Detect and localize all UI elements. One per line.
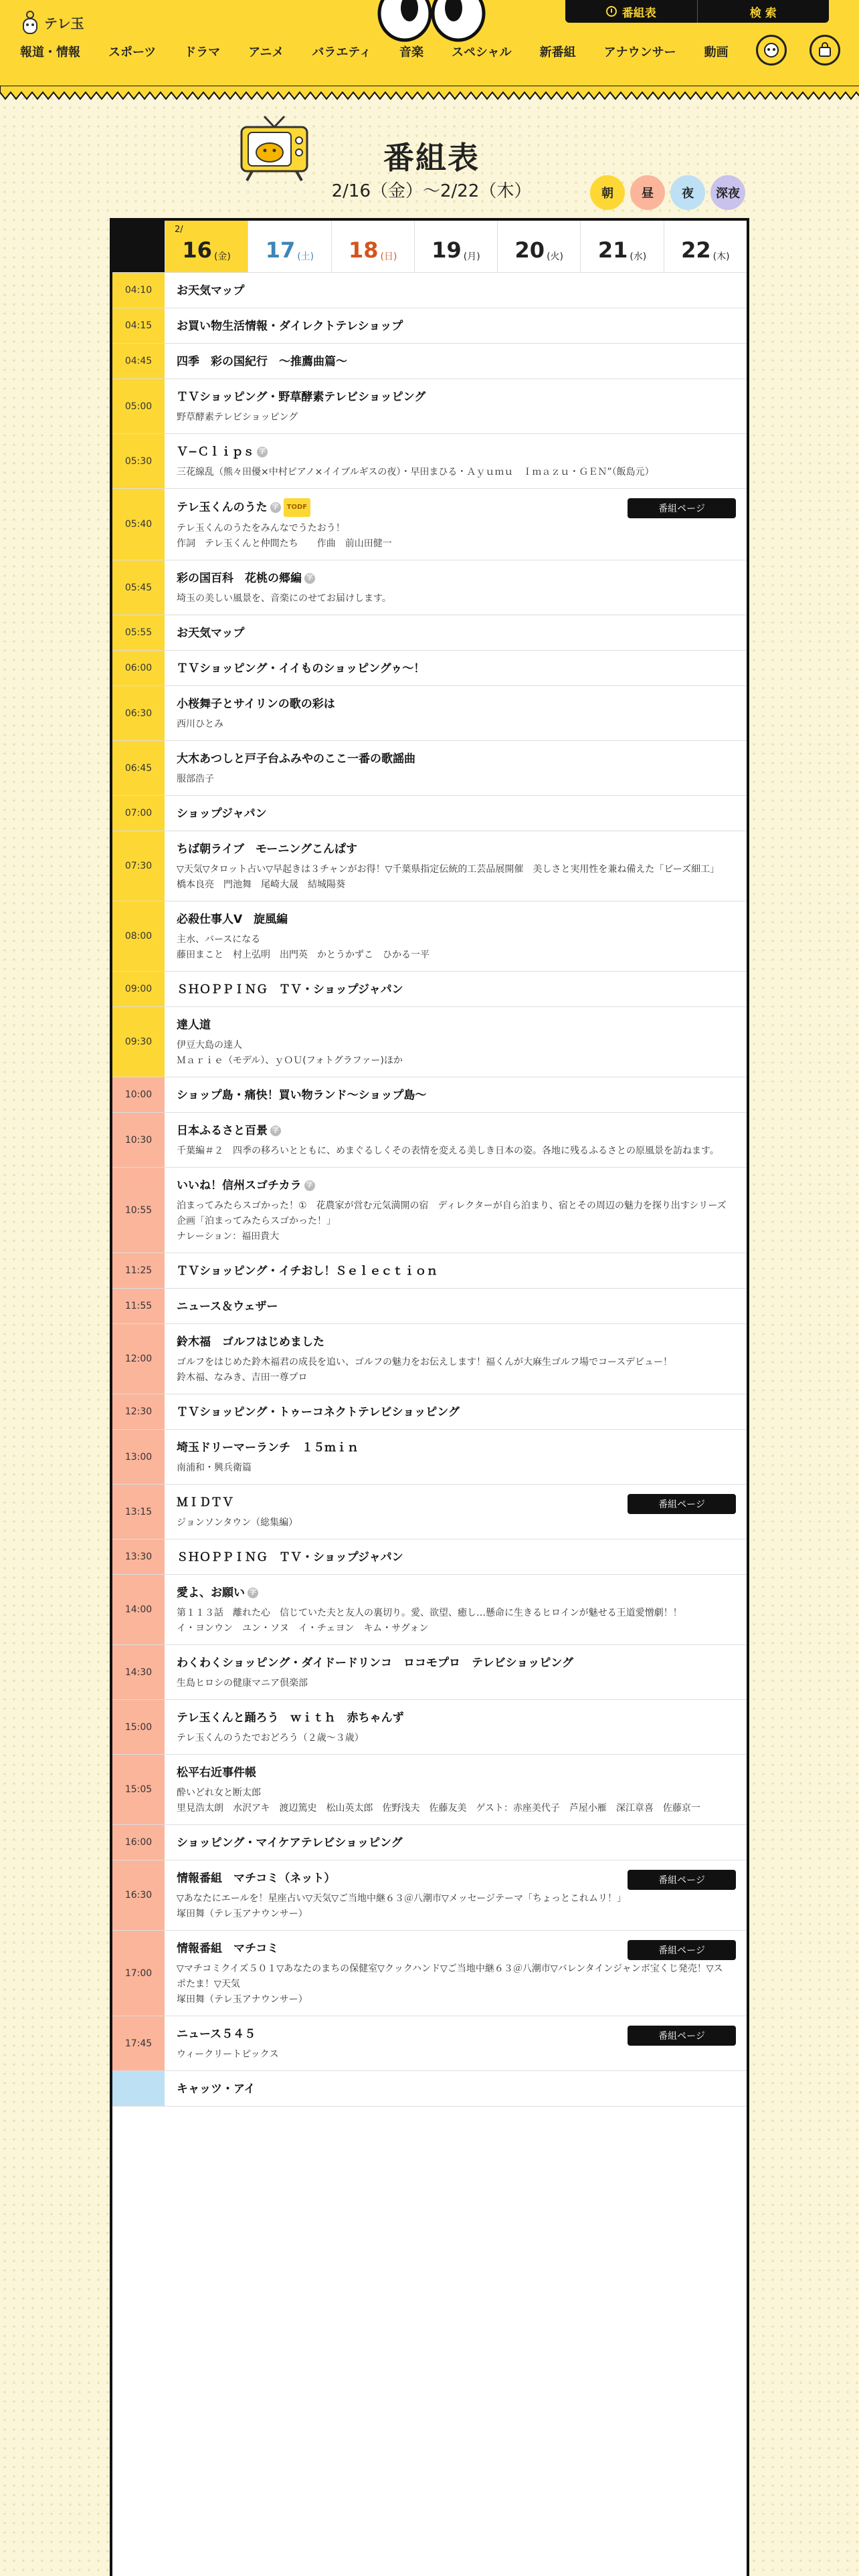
program-description-line: 埼玉の美しい風景を、音楽にのせてお届けします。 <box>177 593 391 604</box>
program-description-line: 千葉編＃２ 四季の移ろいとともに、めまぐるしくその表情を変える美しき日本の姿。各地に残るふるさとの原風景を訪ねます。 <box>177 1146 719 1156</box>
nav-sports[interactable]: スポーツ <box>108 45 157 60</box>
program-cell[interactable] <box>165 1931 747 2016</box>
program-title-line <box>177 1709 736 1727</box>
program-title: お買い物生活情報・ダイレクトテレショップ <box>177 320 403 333</box>
program-title-line <box>177 1404 736 1421</box>
program-title: ＴＶショッピング・野草酵素テレビショッピング <box>177 391 426 404</box>
day-tab-number: 22 <box>681 237 711 263</box>
program-time: 04:15 <box>112 308 165 343</box>
subtitle-badge-icon: 字 <box>257 447 268 457</box>
program-cell[interactable] <box>165 901 747 971</box>
program-cell[interactable] <box>165 1077 747 1112</box>
day-tab[interactable] <box>165 221 248 272</box>
program-list <box>112 273 747 2107</box>
program-cell[interactable] <box>165 1324 747 1394</box>
program-description <box>177 1676 736 1691</box>
day-tab-number: 21 <box>597 237 628 263</box>
program-title: 四季 彩の国紀行 〜推薦曲篇〜 <box>177 355 347 368</box>
program-title-line <box>177 750 736 768</box>
program-time: 10:00 <box>112 1077 165 1112</box>
program-title-line <box>177 353 736 370</box>
program-time: 14:00 <box>112 1575 165 1644</box>
program-description-line: 服部浩子 <box>177 774 214 784</box>
program-description-line: 第１１３話 離れた心 信じていた夫と友人の裏切り。愛、欲望、癒し…懸命に生きるヒロインが魅せる王道愛憎劇！！ <box>177 1608 682 1618</box>
program-title: ニュース＆ウェザー <box>177 1300 278 1313</box>
program-cell[interactable] <box>165 1860 747 1930</box>
program-title: 情報番組 マチコミ（ネット） <box>177 1872 336 1885</box>
program-description <box>177 2047 736 2062</box>
program-time: 14:30 <box>112 1645 165 1699</box>
day-tab[interactable] <box>580 221 663 272</box>
program-row <box>112 831 747 901</box>
program-title: 必殺仕事人Ⅴ 旋風編 <box>177 913 288 926</box>
program-description <box>177 410 736 425</box>
program-title: ＳＨＯＰＰＩＮＧ ＴＶ・ショップジャパン <box>177 983 403 996</box>
program-time: 13:30 <box>112 1539 165 1574</box>
day-tab[interactable] <box>414 221 497 272</box>
program-description-line: ▽あなたにエールを！星座占い▽天気▽ご当地中継６３＠八潮市▽メッセージテーマ「ちょっとこれムリ！」 <box>177 1893 626 1904</box>
program-cell[interactable] <box>165 1539 747 1574</box>
subtitle-badge-icon: 字 <box>270 502 281 513</box>
jump-daytime-button[interactable]: 昼 <box>630 175 665 210</box>
program-time: 06:45 <box>112 741 165 795</box>
program-row <box>112 1700 747 1755</box>
program-cell[interactable] <box>165 2016 747 2070</box>
program-row <box>112 741 747 796</box>
program-cell[interactable] <box>165 796 747 831</box>
program-cell[interactable] <box>165 273 747 308</box>
nav-anime[interactable]: アニメ <box>248 45 284 60</box>
program-row <box>112 1007 747 1077</box>
program-cell[interactable] <box>165 1825 747 1860</box>
program-title: お天気マップ <box>177 627 245 640</box>
program-time: 10:30 <box>112 1113 165 1167</box>
program-cell[interactable] <box>165 831 747 901</box>
program-row <box>112 1860 747 1931</box>
time-jump-buttons <box>590 175 745 210</box>
program-title: ショップジャパン <box>177 807 267 821</box>
program-description-line: 橋本良亮 門池舞 尾崎大晟 結城陽葵 <box>177 879 345 890</box>
program-title-line <box>177 1333 736 1351</box>
program-title-line <box>177 282 736 300</box>
program-time: 05:45 <box>112 560 165 615</box>
tetama-shop-link[interactable] <box>809 35 840 66</box>
nav-news[interactable]: 報道・情報 <box>20 45 80 60</box>
program-title: いいね！信州スゴチカラ <box>177 1179 302 1192</box>
program-description-line: 泊まってみたらスゴかった！① 花農家が営む元気満開の宿 ディレクターが自ら泊まり、宿とその周辺の魅力を探り出すシリーズ企画「泊まってみたらスゴかった！」 <box>177 1200 727 1226</box>
program-row <box>112 379 747 434</box>
day-tab-weekday: (土) <box>297 251 314 262</box>
program-time: 13:15 <box>112 1485 165 1539</box>
program-title-line <box>177 318 736 335</box>
program-page-button[interactable]: 番組ページ <box>628 1494 736 1514</box>
tab-corner <box>112 221 165 272</box>
program-time: 17:00 <box>112 1931 165 2016</box>
program-time: 12:00 <box>112 1324 165 1394</box>
program-row <box>112 796 747 831</box>
program-time: 08:00 <box>112 901 165 971</box>
program-schedule <box>110 218 749 2576</box>
program-description-line: 伊豆大島の達人 <box>177 1040 242 1051</box>
program-title: 愛よ、お願い <box>177 1586 245 1600</box>
program-time: 06:30 <box>112 686 165 740</box>
clock-icon <box>606 6 617 17</box>
program-description <box>177 591 736 607</box>
program-description <box>177 1786 736 1816</box>
program-time: 11:55 <box>112 1289 165 1323</box>
program-time: 16:00 <box>112 1825 165 1860</box>
tv-mascot-icon <box>237 112 311 183</box>
tetama-kun-link[interactable] <box>756 35 787 66</box>
program-time: 07:30 <box>112 831 165 901</box>
mascot-eyes-icon <box>375 0 488 47</box>
program-title: 大木あつしと戸子台ふみやのここ一番の歌謡曲 <box>177 752 415 766</box>
program-title: ちば朝ライブ モーニングこんぱす <box>177 843 357 856</box>
program-description <box>177 1961 736 2008</box>
program-description-line: ▽天気▽タロット占い▽早起きは３チャンがお得！▽千葉県指定伝統的工芸品展開催 美しさと実用性を兼ね備えた「ビーズ細工」 <box>177 864 720 875</box>
nav-announcers[interactable]: アナウンサー <box>603 45 676 60</box>
program-description-line: ゴルフをはじめた鈴木福君の成長を追い、ゴルフの魅力をお伝えします！福くんが大麻生ゴルフ場でコースデビュー！ <box>177 1357 673 1368</box>
program-row <box>112 273 747 308</box>
program-description <box>177 1144 736 1159</box>
program-description <box>177 521 736 552</box>
program-time: 10:55 <box>112 1168 165 1253</box>
program-cell[interactable] <box>165 1113 747 1167</box>
schedule-button[interactable] <box>565 0 697 23</box>
program-title-line <box>177 1263 736 1280</box>
program-title-line <box>177 981 736 998</box>
program-row <box>112 615 747 651</box>
day-tab-weekday: (火) <box>547 251 563 262</box>
subtitle-badge-icon: 字 <box>248 1588 258 1598</box>
program-cell[interactable] <box>165 434 747 488</box>
nav-drama[interactable]: ドラマ <box>184 45 221 60</box>
program-cell[interactable] <box>165 489 747 560</box>
schedule-label: 番組表 <box>622 6 656 20</box>
nav-new-programs[interactable]: 新番組 <box>539 45 576 60</box>
program-cell[interactable] <box>165 2071 747 2106</box>
program-title-line <box>177 1584 736 1602</box>
program-page-button[interactable]: 番組ページ <box>628 1940 736 1960</box>
program-row <box>112 901 747 972</box>
program-title: ニュース５４５ <box>177 2028 256 2041</box>
date-range: 2/16（金）〜2/22（木） <box>331 181 532 201</box>
program-title-line <box>177 389 736 406</box>
site-header <box>0 0 859 94</box>
program-title-line <box>177 1654 736 1672</box>
day-tab-weekday: (水) <box>630 251 647 262</box>
day-tab[interactable] <box>664 221 747 272</box>
tod-badge: TODF <box>284 498 310 517</box>
program-description <box>177 1038 736 1069</box>
program-description-line: 生島ヒロシの健康マニア倶楽部 <box>177 1678 308 1689</box>
program-cell[interactable] <box>165 1168 747 1253</box>
day-tab[interactable] <box>497 221 580 272</box>
program-description <box>177 1355 736 1386</box>
program-time: 11:25 <box>112 1253 165 1288</box>
program-title-line <box>177 1087 736 1104</box>
day-tab-number: 20 <box>514 237 545 263</box>
search-button[interactable] <box>697 0 830 23</box>
program-title-line <box>177 1764 736 1782</box>
site-logo[interactable] <box>20 9 84 35</box>
program-title-line <box>177 1177 736 1194</box>
program-cell[interactable] <box>165 344 747 379</box>
program-row <box>112 1931 747 2016</box>
subtitle-badge-icon: 字 <box>270 1125 281 1136</box>
program-title: 達人道 <box>177 1018 211 1032</box>
program-description <box>177 1515 736 1531</box>
program-row <box>112 1168 747 1253</box>
program-page-button[interactable]: 番組ページ <box>628 498 736 518</box>
nav-music[interactable]: 音楽 <box>399 45 423 60</box>
program-cell[interactable] <box>165 1253 747 1288</box>
program-title: 小桜舞子とサイリンの歌の彩は <box>177 697 335 711</box>
day-tab-weekday: (月) <box>463 251 480 262</box>
program-title: 埼玉ドリーマーランチ １５ｍｉｎ <box>177 1441 359 1455</box>
program-description-line: ウィークリートピックス <box>177 2049 279 2060</box>
program-cell[interactable] <box>165 1007 747 1077</box>
day-tab-number: 17 <box>265 237 296 263</box>
program-title-line <box>177 1834 736 1852</box>
program-row <box>112 1755 747 1825</box>
program-title: ＴＶショッピング・イイものショッピングゥ〜！ <box>177 662 425 675</box>
day-tab-weekday: (金) <box>213 251 231 262</box>
program-time: 15:00 <box>112 1700 165 1754</box>
program-description-line: ▽マチコミクイズ５０１▽あなたのまちの保健室▽クックハンド▽ご当地中継６３＠八潮市▽バレンタインジャンボ宝くじ発売！▽スポたま！▽天気 <box>177 1963 723 1990</box>
program-cell[interactable] <box>165 308 747 343</box>
program-time: 05:00 <box>112 379 165 433</box>
program-description-line: 野草酵素テレビショッピング <box>177 412 298 423</box>
program-row <box>112 434 747 489</box>
day-tab-weekday: (日) <box>380 251 397 262</box>
program-row <box>112 1289 747 1324</box>
program-row <box>112 1485 747 1539</box>
program-title: 松平右近事件帳 <box>177 1766 256 1780</box>
header-tools <box>565 0 829 23</box>
nav-special[interactable]: スペシャル <box>451 45 512 60</box>
program-title: わくわくショッピング・ダイドードリンコ ロコモプロ テレビショッピング <box>177 1656 573 1670</box>
program-title: 彩の国百科 花桃の郷編 <box>177 572 302 585</box>
nav-videos[interactable]: 動画 <box>704 45 729 60</box>
program-cell[interactable] <box>165 1700 747 1754</box>
program-time: 06:00 <box>112 651 165 685</box>
program-time: 16:30 <box>112 1860 165 1930</box>
program-title: ＴＶショッピング・トゥーコネクトテレビショッピング <box>177 1406 460 1419</box>
program-title-line <box>177 695 736 713</box>
program-title: ＭＩＤＴＶ <box>177 1496 233 1509</box>
program-description-line: 塚田舞（テレ玉アナウンサー） <box>177 1909 308 1919</box>
program-time: 15:05 <box>112 1755 165 1824</box>
day-tab[interactable] <box>248 221 330 272</box>
program-description-line: ナレーション：福田貴大 <box>177 1231 280 1242</box>
program-description-line: ジョンソンタウン（総集編） <box>177 1517 298 1528</box>
program-description-line: Ｍａｒｉｅ（モデル）、ｙＯＵ(フォトグラファー)ほか <box>177 1055 403 1066</box>
page-title: 番組表 <box>383 140 480 176</box>
program-row <box>112 2071 747 2107</box>
main-nav <box>20 43 729 60</box>
program-title: ショッピング・マイケアテレビショッピング <box>177 1836 403 1850</box>
program-description-line: 鈴木福、なみき、吉田一尊プロ <box>177 1372 308 1383</box>
mascot-face-icon <box>763 41 780 59</box>
program-row <box>112 1394 747 1430</box>
program-row <box>112 1825 747 1860</box>
program-title-line <box>177 1549 736 1566</box>
program-title-line <box>177 1439 736 1457</box>
program-title-line <box>177 443 736 461</box>
program-description-line: 酔いどれ女と断太郎 <box>177 1788 261 1798</box>
day-tab[interactable] <box>331 221 414 272</box>
program-row <box>112 686 747 741</box>
program-time: 04:45 <box>112 344 165 379</box>
program-title-line <box>177 625 736 642</box>
program-description-line: 南浦和・興兵衛篇 <box>177 1463 252 1473</box>
program-cell[interactable] <box>165 1645 747 1699</box>
program-row <box>112 1077 747 1113</box>
program-description <box>177 1198 736 1245</box>
program-row <box>112 2016 747 2071</box>
program-title-line <box>177 1016 736 1034</box>
program-description-line: 藤田まこと 村上弘明 出門英 かとうかずこ ひかる一平 <box>177 950 430 960</box>
program-title-line <box>177 570 736 587</box>
program-cell[interactable] <box>165 1755 747 1824</box>
jump-night-button[interactable]: 夜 <box>670 175 705 210</box>
program-description <box>177 465 736 480</box>
program-page-button[interactable]: 番組ページ <box>628 1870 736 1890</box>
program-title-line <box>177 1298 736 1315</box>
program-title: ＴＶショッピング・イチおし！Ｓｅｌｅｃｔｉｏｎ <box>177 1265 438 1278</box>
nav-variety[interactable]: バラエティ <box>312 45 371 60</box>
program-title: テレ玉くんと踊ろう ｗｉｔｈ 赤ちゃんず <box>177 1711 404 1725</box>
program-cell[interactable] <box>165 615 747 650</box>
program-cell[interactable] <box>165 686 747 740</box>
day-tab-month: 2/ <box>175 225 183 235</box>
program-time: 05:30 <box>112 434 165 488</box>
program-cell[interactable] <box>165 1394 747 1429</box>
program-cell[interactable] <box>165 1575 747 1644</box>
program-row <box>112 1539 747 1575</box>
program-title: Ｖ−Ｃｌｉｐｓ <box>177 445 255 459</box>
program-cell[interactable] <box>165 560 747 615</box>
program-row <box>112 489 747 560</box>
header-zigzag-edge <box>0 86 859 100</box>
program-description-line: 三花線乱（熊々田優×中村ピアノ×イイブルギスの夜）・早田まひる・Ａｙｕｍｕ Ｉｍａｚｕ・ＧＥＮ”（飯島元） <box>177 467 654 477</box>
program-row <box>112 972 747 1007</box>
program-cell[interactable] <box>165 741 747 795</box>
day-tabs <box>112 221 747 273</box>
program-title: ショップ島・痛快！買い物ランド〜ショップ島〜 <box>177 1089 427 1102</box>
program-description-line: 里見浩太朗 水沢アキ 渡辺篤史 松山英太郎 佐野浅夫 佐藤友美 ゲスト：赤座美代子 芦屋小雁 深江章喜 佐藤京一 <box>177 1803 700 1814</box>
program-title-line <box>177 1122 736 1140</box>
day-tab-number: 19 <box>432 237 462 263</box>
program-title-line <box>177 841 736 858</box>
subtitle-badge-icon: 字 <box>304 1180 315 1191</box>
program-description-line: イ・ヨンウン ユン・ソヌ イ・チェヨン キム・サグォン <box>177 1623 429 1634</box>
program-title: ＳＨＯＰＰＩＮＧ ＴＶ・ショップジャパン <box>177 1551 403 1564</box>
program-row <box>112 1645 747 1700</box>
program-cell[interactable] <box>165 1485 747 1539</box>
program-time: 17:45 <box>112 2016 165 2070</box>
program-time: 05:40 <box>112 489 165 560</box>
program-row <box>112 1324 747 1394</box>
jump-morning-button[interactable]: 朝 <box>590 175 625 210</box>
program-title: 鈴木福 ゴルフはじめました <box>177 1335 324 1349</box>
program-description-line: 西川ひとみ <box>177 719 223 730</box>
program-description-line: 作詞 テレ玉くんと仲間たち 作曲 前山田健一 <box>177 538 392 549</box>
program-time: 09:30 <box>112 1007 165 1077</box>
program-description-line: テレ玉くんのうたでおどろう（２歳〜３歳） <box>177 1733 364 1743</box>
program-time: 07:00 <box>112 796 165 831</box>
program-description-line: 塚田舞（テレ玉アナウンサー） <box>177 1994 308 2005</box>
program-row <box>112 1575 747 1645</box>
program-cell[interactable] <box>165 972 747 1006</box>
program-row <box>112 344 747 379</box>
program-row <box>112 1113 747 1168</box>
program-time: 13:00 <box>112 1430 165 1484</box>
program-description <box>177 1606 736 1636</box>
program-time <box>112 2071 165 2106</box>
program-description <box>177 932 736 963</box>
tetama-logo-icon <box>20 9 40 35</box>
program-cell[interactable] <box>165 1430 747 1484</box>
program-cell[interactable] <box>165 651 747 685</box>
program-cell[interactable] <box>165 379 747 433</box>
program-title-line <box>177 2080 736 2098</box>
day-tab-weekday: (木) <box>712 251 730 262</box>
program-row <box>112 560 747 615</box>
program-time: 12:30 <box>112 1394 165 1429</box>
program-description <box>177 717 736 732</box>
program-row <box>112 651 747 686</box>
subtitle-badge-icon: 字 <box>304 573 315 584</box>
program-cell[interactable] <box>165 1289 747 1323</box>
program-page-button[interactable]: 番組ページ <box>628 2026 736 2046</box>
program-title: お天気マップ <box>177 284 245 298</box>
program-description <box>177 862 736 893</box>
program-title-line <box>177 805 736 823</box>
day-tab-number: 18 <box>348 237 379 263</box>
program-title-line <box>177 911 736 928</box>
program-title-line <box>177 660 736 677</box>
shop-bag-icon <box>816 41 834 59</box>
program-title: 日本ふるさと百景 <box>177 1124 268 1138</box>
program-row <box>112 1253 747 1289</box>
program-description-line: 主水、バースになる <box>177 934 261 945</box>
program-description <box>177 1461 736 1476</box>
search-label: 検 索 <box>749 6 777 20</box>
program-description <box>177 1731 736 1746</box>
program-description <box>177 1891 736 1922</box>
program-time: 09:00 <box>112 972 165 1006</box>
program-title: 情報番組 マチコミ <box>177 1942 279 1955</box>
program-row <box>112 308 747 344</box>
program-row <box>112 1430 747 1485</box>
program-time: 04:10 <box>112 273 165 308</box>
program-time: 05:55 <box>112 615 165 650</box>
jump-late-night-button[interactable]: 深夜 <box>710 175 745 210</box>
logo-text: テレ玉 <box>44 15 84 31</box>
program-description-line: テレ玉くんのうたをみんなでうたおう！ <box>177 523 345 534</box>
program-title: キャッツ・アイ <box>177 2082 256 2096</box>
program-title: テレ玉くんのうた <box>177 501 268 514</box>
program-description <box>177 772 736 787</box>
day-tab-number: 16 <box>182 237 212 263</box>
